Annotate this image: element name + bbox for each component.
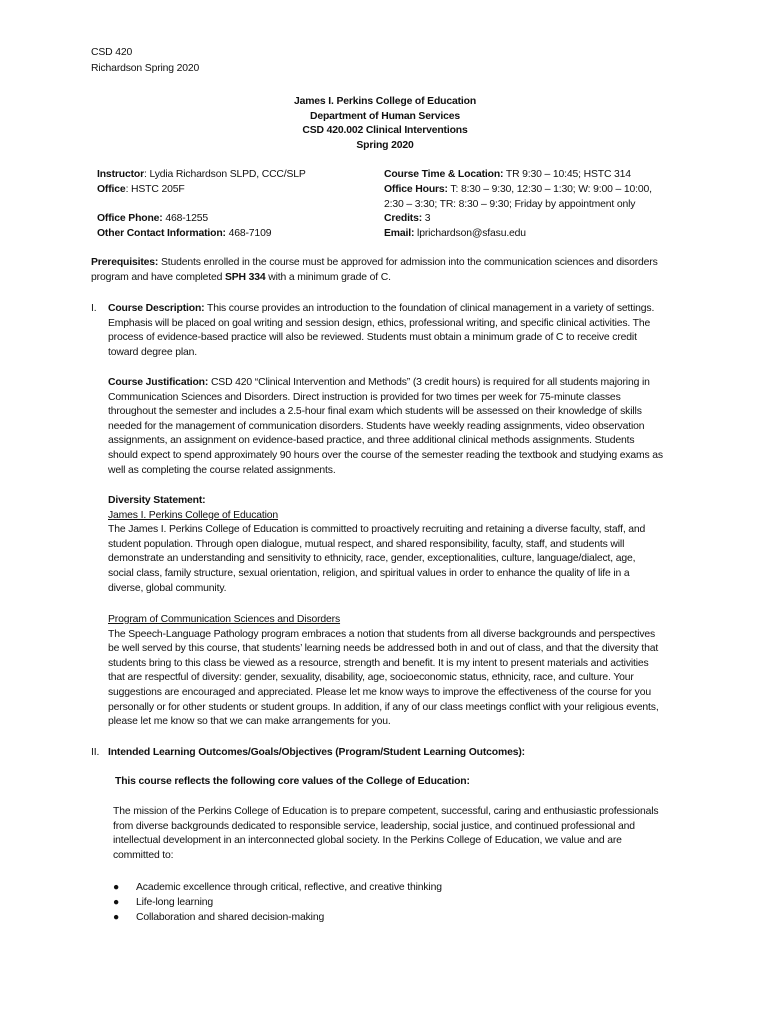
- justification-line: needed for the management of communication disorders. Students have weekly reading assignments, video observation: [108, 420, 645, 432]
- mission-line: from diverse backgrounds dedicated to responsible service, leadership, social justice, and continued professional and: [113, 820, 635, 832]
- instructor-value: : Lydia Richardson SLPD, CCC/SLP: [144, 169, 306, 180]
- bullet-text: Academic excellence through critical, reflective, and creative thinking: [136, 882, 442, 893]
- credits-value: 3: [422, 213, 431, 224]
- prerequisites-course: SPH 334: [225, 271, 266, 283]
- diversity-line: please let me know so that we can make arrangements for you.: [108, 716, 391, 728]
- justification-line: CSD 420 “Clinical Intervention and Methods” (3 credit hours) is required for all students majoring in: [208, 377, 650, 388]
- credits-line: [384, 212, 430, 227]
- other-contact-label: Other Contact Information:: [97, 228, 226, 239]
- bullet-icon: ●: [113, 897, 120, 908]
- office-line: [97, 183, 185, 198]
- office-hours-line: [384, 183, 652, 198]
- college-title: James I. Perkins College of Education: [293, 96, 477, 107]
- phone-label: Office Phone:: [97, 213, 163, 224]
- justification-line: well as completing the course related assignments.: [108, 464, 336, 476]
- instructor-label: Instructor: [97, 169, 144, 180]
- justification-line: Communication Sciences and Disorders. Direct instruction is provided for two times per week for 75-minute classes: [108, 391, 621, 403]
- instructor-line: [97, 168, 306, 183]
- course-justification-label: Course Justification:: [108, 377, 209, 388]
- office-label: Office: [97, 184, 126, 195]
- course-description: [108, 302, 678, 360]
- other-contact-line: [97, 227, 271, 242]
- diversity-line: student population. Through open dialogue, mutual respect, and shared responsibility, faculty, staff, and students will: [108, 538, 625, 550]
- prerequisites-text-2b: with a minimum grade of C.: [265, 271, 391, 283]
- bullet-icon: ●: [113, 912, 120, 923]
- list-item: [113, 911, 324, 926]
- mission-paragraph: [113, 805, 693, 863]
- diversity-heading: Diversity Statement:: [108, 495, 206, 506]
- section-1-numeral: I.: [91, 303, 97, 314]
- office-hours-value-1: T: 8:30 – 9:30, 12:30 – 1:30; W: 9:00 – 10:00,: [447, 184, 652, 195]
- phone-value: 468-1255: [162, 213, 209, 224]
- term-title: Spring 2020: [356, 140, 414, 151]
- prerequisites: [91, 256, 691, 285]
- department-title: Department of Human Services: [310, 111, 460, 122]
- section-2-heading: Intended Learning Outcomes/Goals/Objectives (Program/Student Learning Outcomes):: [108, 747, 525, 758]
- header-term: Richardson Spring 2020: [91, 63, 200, 74]
- diversity-line: The Speech-Language Pathology program embraces a notion that students from all diverse backgrounds and perspectives: [108, 628, 656, 640]
- course-time-line: [384, 168, 631, 183]
- prerequisites-text-1: Students enrolled in the course must be approved for admission into the communication sciences and disorders: [158, 257, 658, 268]
- phone-line: [97, 212, 208, 227]
- prerequisites-label: Prerequisites:: [91, 257, 159, 268]
- header-course: CSD 420: [91, 47, 133, 58]
- course-description-line: process of evidence-based practice will also be reviewed. Students must obtain a minimum grade of C to receive credit: [108, 332, 637, 344]
- section-2-numeral: II.: [91, 747, 100, 758]
- course-time-label: Course Time & Location:: [384, 169, 504, 180]
- course-time-value: TR 9:30 – 10:45; HSTC 314: [503, 169, 631, 180]
- justification-line: assignments, an assignment on evidence-based practice, and three additional clinical methods assignments. Students: [108, 435, 635, 447]
- diversity-line: be well served by this course, that students’ learning needs be addressed both in and out of class, and that the diversity that: [108, 643, 659, 655]
- email-value: lprichardson@sfasu.edu: [414, 228, 526, 239]
- mission-line: intellectual development in an interconnected global society. In the Perkins College of Education, we value and are: [113, 835, 622, 847]
- diversity-subheading-program: Program of Communication Sciences and Disorders: [108, 614, 341, 625]
- justification-line: should expect to spend approximately 90 hours over the course of the semester reading the textbook and studying exams as: [108, 449, 663, 461]
- diversity-line: personally or for other students or student groups. In addition, if any of our class meetings conflict with your religious events,: [108, 701, 659, 713]
- bullet-text: Life-long learning: [136, 897, 214, 908]
- diversity-line: suggestions are encouraged and appreciated. Please let me know ways to improve the effectiveness of the course for you: [108, 686, 651, 698]
- office-hours-value-2: 2:30 – 3:30; TR: 8:30 – 9:30; Friday by appointment only: [384, 199, 636, 210]
- bullet-text: Collaboration and shared decision-making: [136, 912, 325, 923]
- other-contact-value: 468-7109: [225, 228, 272, 239]
- diversity-statement: [108, 494, 678, 596]
- credits-label: Credits:: [384, 213, 423, 224]
- diversity-line: demonstrate an understanding and sensitivity to ethnicity, race, gender, exceptionalities, culture, language/dialect, age,: [108, 553, 636, 565]
- diversity-line: diverse, global community.: [108, 582, 227, 594]
- core-values-heading: This course reflects the following core values of the College of Education:: [115, 776, 470, 787]
- course-justification: [108, 376, 678, 478]
- mission-line: The mission of the Perkins College of Education is to prepare competent, successful, caring and enthusiastic professionals: [113, 806, 659, 817]
- email-line: [384, 227, 526, 242]
- email-label: Email:: [384, 228, 415, 239]
- course-description-line: This course provides an introduction to the foundation of clinical management in a variety of settings.: [204, 303, 655, 314]
- diversity-line: that are respectful of diversity: gender, sexuality, disability, age, socioeconomic status, ethnicity, race, and culture. Your: [108, 672, 634, 684]
- list-item: [113, 896, 213, 911]
- diversity-subheading-college: James I. Perkins College of Education: [108, 509, 279, 521]
- course-title: CSD 420.002 Clinical Interventions: [302, 125, 468, 136]
- office-hours-label: Office Hours:: [384, 184, 448, 195]
- office-value: : HSTC 205F: [125, 184, 185, 195]
- mission-line: committed to:: [113, 849, 174, 861]
- course-description-label: Course Description:: [108, 303, 205, 314]
- justification-line: throughout the semester and includes a 2.5-hour final exam which students will be assessed on their knowledge of skills: [108, 406, 642, 418]
- diversity-line: The James I. Perkins College of Education is committed to proactively recruiting and retaining a diverse faculty, staff, and: [108, 524, 646, 536]
- bullet-icon: ●: [113, 882, 120, 893]
- diversity-program: [108, 613, 678, 730]
- list-item: [113, 881, 442, 896]
- diversity-line: social class, family structure, sexual orientation, religion, and spiritual values in order to enhance the quality of life in a: [108, 567, 630, 579]
- prerequisites-text-2a: program and have completed: [91, 271, 225, 283]
- course-description-line: Emphasis will be placed on goal writing and session design, ethics, professional writing, and specific clinical activities. The: [108, 317, 651, 329]
- diversity-line: students bring to this class be viewed as a resource, strength and benefit. It is my intent to present materials and activities: [108, 657, 649, 669]
- course-description-line: toward degree plan.: [108, 346, 197, 358]
